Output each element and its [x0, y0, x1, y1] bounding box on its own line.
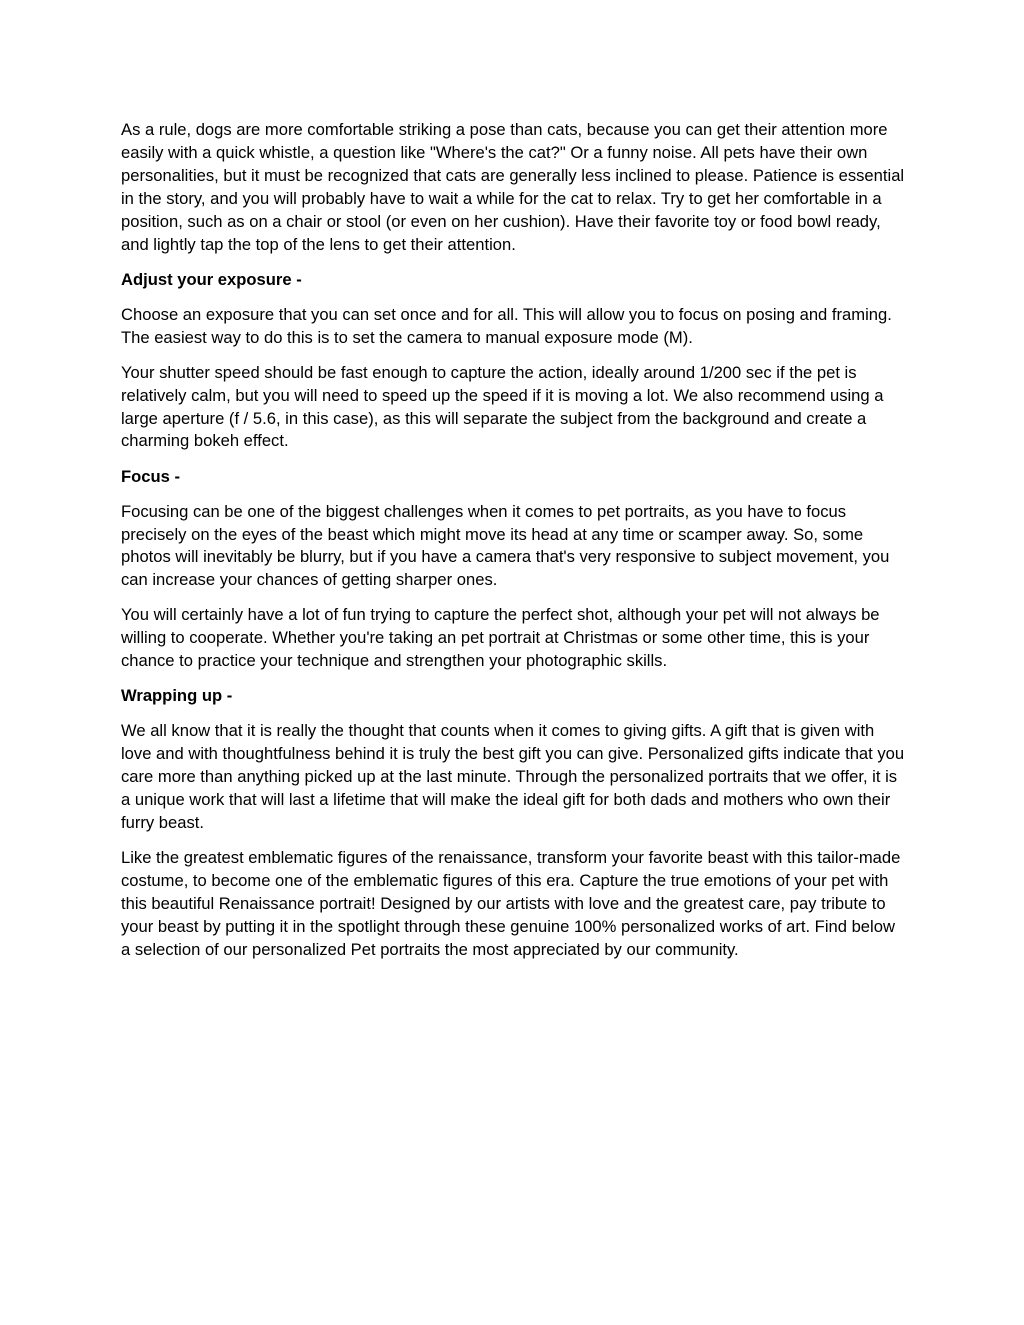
paragraph-fun-shot: You will certainly have a lot of fun trying to capture the perfect shot, although your pet will not always be willing to cooperate. Whether you're taking an pet portrait at Christmas or some other time, this is your chance to practice your technique and strengthen your photographic skills. — [121, 605, 880, 671]
paragraph-gifts: We all know that it is really the thought that counts when it comes to giving gifts. A gift that is given with love and with thoughtfulness behind it is truly the best gift you can give. Personalized gifts indicate that you care more than anything picked up at the last minute. Through the personalized portraits that we offer, it is a unique work that will last a lifetime that will make the ideal gift for both dads and mothers who own their furry beast. — [121, 721, 905, 833]
heading-adjust-exposure: Adjust your exposure - — [121, 269, 302, 289]
document-body — [121, 119, 906, 974]
heading-wrapping-up: Wrapping up - — [121, 686, 233, 706]
paragraph-renaissance: Like the greatest emblematic figures of the renaissance, transform your favorite beast with this tailor-made costume, to become one of the emblematic figures of this era. Capture the true emotions of your pet with this beautiful Renaissance portrait! Designed by our artists with love and the greatest care, pay tribute to your beast by putting it in the spotlight through these genuine 100% personalized works of art. Find below a selection of our personalized Pet portraits the most appreciated by our community. — [121, 848, 901, 959]
paragraph-shutter-speed: Your shutter speed should be fast enough to capture the action, ideally around 1/200 sec if the pet is relatively calm, but you will need to speed up the speed if it is moving a lot. We also recommend using a large aperture (f / 5.6, in this case), as this will separate the subject from the background and create a charming bokeh effect. — [121, 362, 884, 451]
paragraph-exposure-choice: Choose an exposure that you can set once and for all. This will allow you to focus on posing and framing. The easiest way to do this is to set the camera to manual exposure mode (M). — [121, 304, 892, 347]
paragraph-intro: As a rule, dogs are more comfortable striking a pose than cats, because you can get their attention more easily with a quick whistle, a question like "Where's the cat?" Or a funny noise. All pets have their own personalities, but it must be recognized that cats are generally less inclined to please. Patience is essential in the story, and you will probably have to wait a while for the cat to relax. Try to get her comfortable in a position, such as on a chair or stool (or even on her cushion). Have their favorite toy or food bowl ready, and lightly tap the top of the lens to get their attention. — [121, 120, 905, 254]
paragraph-focusing: Focusing can be one of the biggest challenges when it comes to pet portraits, as you have to focus precisely on the eyes of the beast which might move its head at any time or scamper away. So, some photos will inevitably be blurry, but if you have a camera that's very responsive to subject movement, you can increase your chances of getting sharper ones. — [121, 501, 890, 590]
heading-focus: Focus - — [121, 466, 181, 486]
